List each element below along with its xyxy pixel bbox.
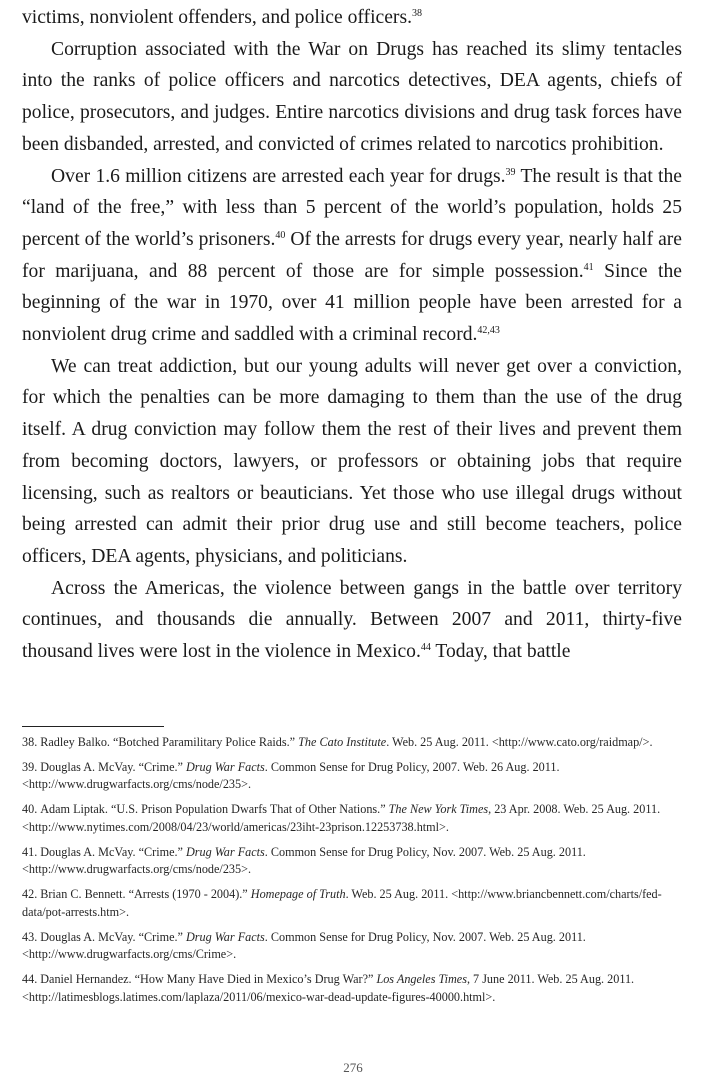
paragraph-text: Of the arrests for drugs every year, nearly half are for marijuana, and 88 percent of those are for simple possession.: [22, 228, 682, 282]
footnote-reference: 40: [275, 229, 286, 241]
paragraph-text: Since the beginning of the war in 1970, over 41 million people have been arrested for a nonviolent drug crime and saddled with a criminal record.: [22, 260, 682, 346]
paragraph-text: The result is that the “land of the free,” with less than 5 percent of the world’s population, holds 25 percent of the world’s prisoners.: [22, 165, 682, 250]
paragraph-text: We can treat addiction, but our young adults will never get over a conviction, for which the penalties can be more damaging to them than the use of the drug itself. A drug conviction may follow them the rest of their lives and prevent them from becoming doctors, lawyers, or professors or obtaining jobs that require licensing, such as realtors or beauticians. Yet those who use illegal drugs without being arrested can admit their prior drug use and still become teachers, police officers, DEA agents, physicians, and politicians.: [22, 355, 682, 567]
paragraph-text: Over 1.6 million citizens are arrested each year for drugs.: [51, 165, 506, 187]
footnote: [22, 759, 682, 794]
footnote-divider: [22, 726, 164, 727]
footnote-source-title: Los Angeles Times: [376, 972, 467, 987]
footnote-text: . Common Sense for Drug Policy, Nov. 2007. Web. 25 Aug. 2011. <http://www.drugwarfacts.org/cms/Crime>.: [22, 929, 586, 962]
body-text: [22, 2, 682, 668]
body-paragraph: [22, 351, 682, 573]
footnote-number: 43.: [22, 929, 38, 944]
footnote-source-title: Drug War Facts: [186, 929, 265, 944]
footnote-reference: 41: [583, 261, 594, 273]
footnote-text: , 23 Apr. 2008. Web. 25 Aug. 2011. <http://www.nytimes.com/2008/04/23/world/americas/23iht-23prison.12253738.html>.: [22, 802, 661, 834]
footnote-number: 42.: [22, 887, 38, 902]
paragraph-text: Across the Americas, the violence between gangs in the battle over territory continues, and thousands die annually. Between 2007 and 2011, thirty-five thousand lives were lost in the violence in Mexico.: [22, 577, 682, 663]
footnote: [22, 844, 682, 879]
paragraph-text: victims, nonviolent offenders, and police officers.: [22, 7, 412, 28]
footnote-reference: 42,43: [477, 325, 500, 337]
footnote: [22, 801, 682, 836]
footnote-number: 38.: [22, 735, 38, 749]
footnote-source-title: Drug War Facts: [186, 759, 265, 774]
footnote-source-title: The New York Times: [388, 802, 489, 817]
footnote-number: 44.: [22, 972, 38, 987]
footnote: [22, 734, 682, 752]
page-number: 276: [343, 1060, 363, 1075]
footnote: [22, 886, 682, 921]
footnote-number: 39.: [22, 759, 38, 774]
body-paragraph: [22, 34, 682, 161]
body-paragraph: [22, 161, 682, 351]
footnote-text: . Common Sense for Drug Policy, 2007. Web. 26 Aug. 2011. <http://www.drugwarfacts.org/cms/node/235>.: [22, 759, 560, 792]
footnote-text: Daniel Hernandez. “How Many Have Died in Mexico’s Drug War?”: [40, 972, 377, 987]
footnote-text: Douglas A. McVay. “Crime.”: [40, 844, 186, 859]
footnote: [22, 929, 682, 964]
body-paragraph: [22, 2, 682, 34]
footnote-text: Radley Balko. “Botched Paramilitary Police Raids.”: [40, 735, 299, 749]
footnote-reference: 39: [505, 166, 516, 178]
footnote-source-title: Drug War Facts: [186, 844, 265, 859]
footnote-number: 41.: [22, 844, 38, 859]
footnote-number: 40.: [22, 802, 38, 817]
footnote-text: Douglas A. McVay. “Crime.”: [40, 759, 186, 774]
footnotes: [22, 734, 682, 1014]
footnote-source-title: Homepage of Truth: [250, 887, 346, 902]
footnote-text: Brian C. Bennett. “Arrests (1970 - 2004).”: [40, 887, 251, 902]
footnote-reference: 44: [420, 642, 431, 654]
footnote-text: Douglas A. McVay. “Crime.”: [40, 929, 186, 944]
paragraph-text: Corruption associated with the War on Drugs has reached its slimy tentacles into the ranks of police officers and narcotics detectives, DEA agents, chiefs of police, prosecutors, and judges. Entire narcotics divisions and drug task forces have been disbanded, arrested, and convicted of crimes related to narcotics prohibition.: [22, 38, 682, 155]
footnote-text: . Common Sense for Drug Policy, Nov. 2007. Web. 25 Aug. 2011. <http://www.drugwarfacts.org/cms/node/235>.: [22, 844, 586, 877]
paragraph-text: Today, that battle: [430, 641, 571, 663]
footnote: [22, 971, 682, 1006]
footnote-text: . Web. 25 Aug. 2011. <http://www.cato.org/raidmap/>.: [386, 735, 653, 749]
footnote-text: , 7 June 2011. Web. 25 Aug. 2011. <http://latimesblogs.latimes.com/laplaza/2011/06/mexico-war-dead-update-figures-40000.html>.: [22, 972, 635, 1004]
footnote-reference: 38: [411, 8, 422, 19]
footnote-text: . Web. 25 Aug. 2011. <http://www.briancbennett.com/charts/fed-data/pot-arrests.htm>.: [22, 887, 662, 919]
footnote-source-title: The Cato Institute: [298, 735, 387, 749]
body-paragraph: [22, 573, 682, 668]
footnote-text: Adam Liptak. “U.S. Prison Population Dwarfs That of Other Nations.”: [40, 802, 389, 817]
